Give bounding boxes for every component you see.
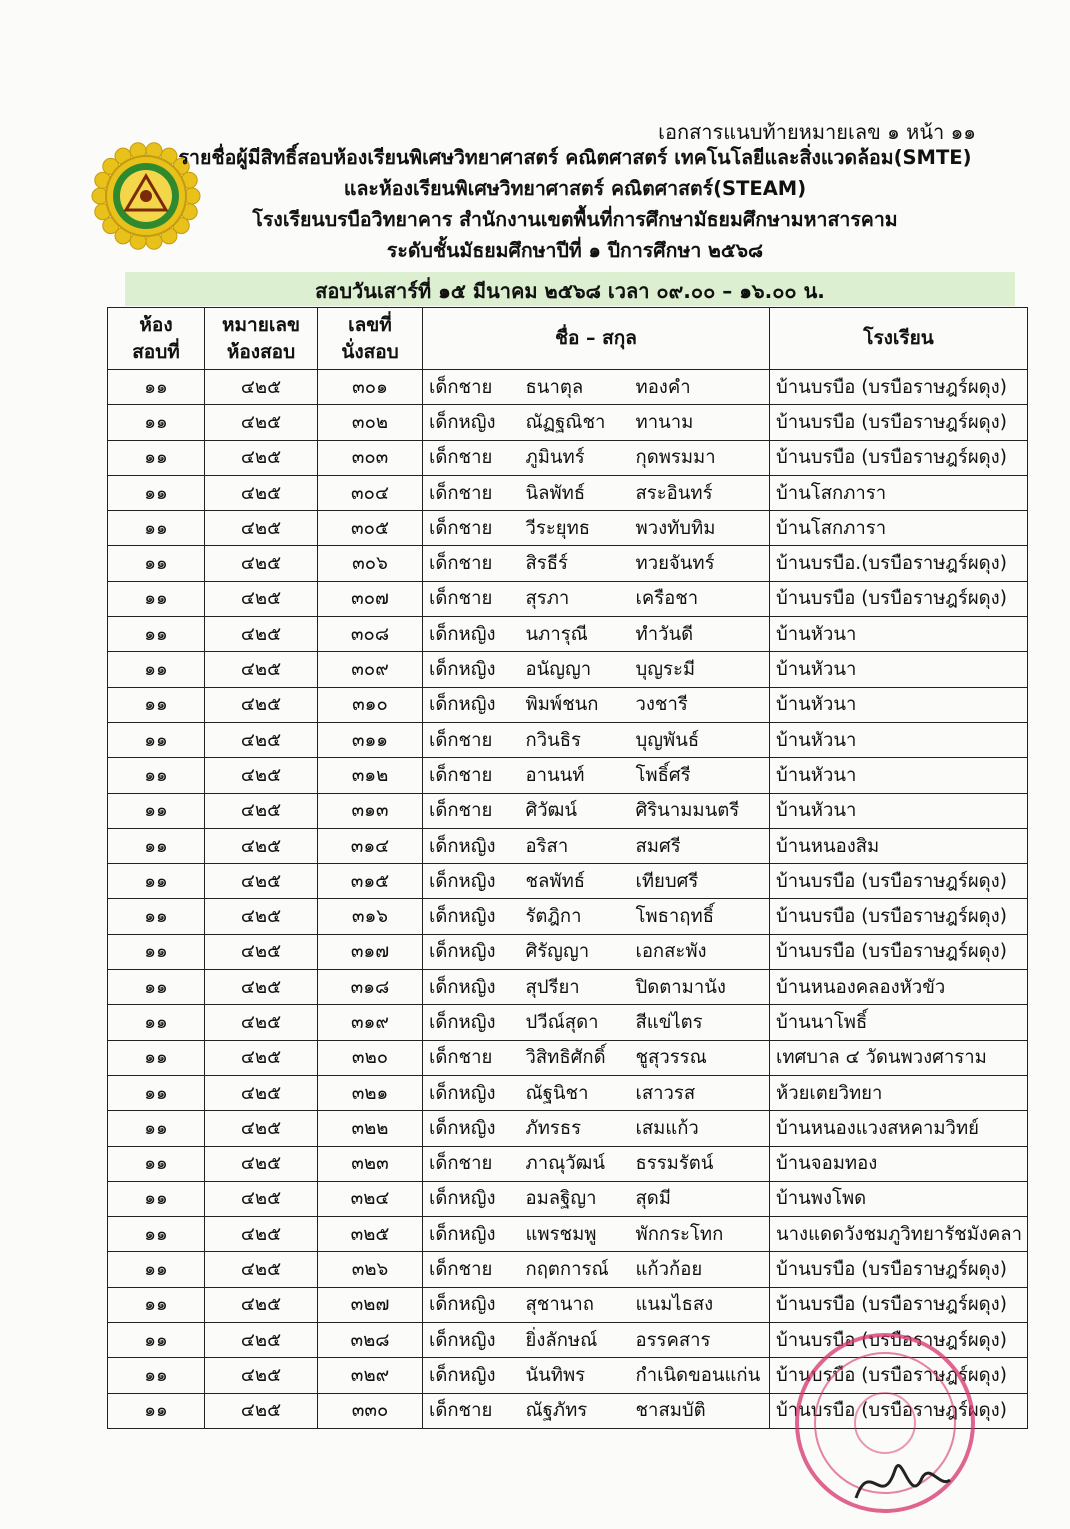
cell-room-no: ๑๑ (108, 1005, 205, 1040)
cell-school: บ้านพงโพด (770, 1181, 1028, 1216)
cell-room-no: ๑๑ (108, 1146, 205, 1181)
cell-first-name: อานนท์ (520, 758, 630, 793)
cell-name-prefix: เด็กชาย (423, 758, 520, 793)
cell-room-code: ๔๒๕ (205, 722, 318, 757)
cell-last-name: โพธิ์ศรี (630, 758, 770, 793)
cell-room-code: ๔๒๕ (205, 1217, 318, 1252)
cell-school: บ้านหัวนา (770, 758, 1028, 793)
cell-seat-no: ๓๑๓ (318, 793, 423, 828)
cell-last-name: ทานาม (630, 405, 770, 440)
cell-room-no: ๑๑ (108, 899, 205, 934)
cell-last-name: บุญระมี (630, 652, 770, 687)
cell-last-name: โพธาฤทธิ์ (630, 899, 770, 934)
cell-name-prefix: เด็กหญิง (423, 1217, 520, 1252)
cell-name-prefix: เด็กหญิง (423, 1287, 520, 1322)
cell-room-code: ๔๒๕ (205, 1287, 318, 1322)
cell-first-name: กฤตการณ์ (520, 1252, 630, 1287)
cell-seat-no: ๓๐๖ (318, 546, 423, 581)
cell-first-name: ภาณุวัฒน์ (520, 1146, 630, 1181)
cell-school: บ้านบรบือ (บรบือราษฎร์ผดุง) (770, 1393, 1028, 1428)
table-row (108, 1005, 1028, 1040)
cell-last-name: สระอินทร์ (630, 475, 770, 510)
cell-school: บ้านบรบือ (บรบือราษฎร์ผดุง) (770, 1323, 1028, 1358)
cell-room-code: ๔๒๕ (205, 1358, 318, 1393)
cell-name-prefix: เด็กหญิง (423, 1181, 520, 1216)
cell-school: บ้านหนองสิม (770, 828, 1028, 863)
table-row (108, 970, 1028, 1005)
cell-room-code: ๔๒๕ (205, 864, 318, 899)
cell-last-name: กุดพรมมา (630, 440, 770, 475)
cell-first-name: กวินธิร (520, 722, 630, 757)
cell-seat-no: ๓๒๘ (318, 1323, 423, 1358)
cell-first-name: อริสา (520, 828, 630, 863)
cell-first-name: อนัญญา (520, 652, 630, 687)
cell-room-code: ๔๒๕ (205, 581, 318, 616)
cell-name-prefix: เด็กหญิง (423, 970, 520, 1005)
cell-last-name: เครือชา (630, 581, 770, 616)
cell-name-prefix: เด็กหญิง (423, 934, 520, 969)
cell-first-name: รัตฎิกา (520, 899, 630, 934)
cell-room-no: ๑๑ (108, 1323, 205, 1358)
cell-last-name: ชาสมบัติ (630, 1393, 770, 1428)
cell-room-no: ๑๑ (108, 440, 205, 475)
cell-last-name: วงชารี (630, 687, 770, 722)
cell-seat-no: ๓๒๒ (318, 1111, 423, 1146)
cell-room-code: ๔๒๕ (205, 1111, 318, 1146)
cell-first-name: ยิ่งลักษณ์ (520, 1323, 630, 1358)
cell-room-no: ๑๑ (108, 581, 205, 616)
cell-school: บ้านหัวนา (770, 722, 1028, 757)
cell-room-no: ๑๑ (108, 1252, 205, 1287)
cell-room-code: ๔๒๕ (205, 1323, 318, 1358)
cell-seat-no: ๓๐๒ (318, 405, 423, 440)
cell-room-no: ๑๑ (108, 405, 205, 440)
cell-room-code: ๔๒๕ (205, 1040, 318, 1075)
cell-first-name: อมลฐิญา (520, 1181, 630, 1216)
cell-seat-no: ๓๑๔ (318, 828, 423, 863)
cell-room-no: ๑๑ (108, 1393, 205, 1428)
cell-seat-no: ๓๒๐ (318, 1040, 423, 1075)
cell-name-prefix: เด็กหญิง (423, 1005, 520, 1040)
cell-first-name: สุปรียา (520, 970, 630, 1005)
cell-last-name: แก้วก้อย (630, 1252, 770, 1287)
cell-name-prefix: เด็กหญิง (423, 899, 520, 934)
title-line: ระดับชั้นมัธยมศึกษาปีที่ ๑ ปีการศึกษา ๒๕๖๘ (386, 239, 764, 262)
cell-school: บ้านบรบือ (บรบือราษฎร์ผดุง) (770, 864, 1028, 899)
cell-room-no: ๑๑ (108, 1040, 205, 1075)
cell-room-code: ๔๒๕ (205, 440, 318, 475)
cell-school: บ้านหัวนา (770, 652, 1028, 687)
cell-last-name: ทวยจันทร์ (630, 546, 770, 581)
cell-last-name: กำเนิดขอนแก่น (630, 1358, 770, 1393)
cell-room-code: ๔๒๕ (205, 1252, 318, 1287)
cell-room-code: ๔๒๕ (205, 617, 318, 652)
cell-seat-no: ๓๒๕ (318, 1217, 423, 1252)
cell-room-no: ๑๑ (108, 793, 205, 828)
cell-seat-no: ๓๒๖ (318, 1252, 423, 1287)
cell-room-no: ๑๑ (108, 722, 205, 757)
cell-seat-no: ๓๒๑ (318, 1075, 423, 1110)
cell-name-prefix: เด็กชาย (423, 1252, 520, 1287)
cell-name-prefix: เด็กชาย (423, 1040, 520, 1075)
cell-room-code: ๔๒๕ (205, 546, 318, 581)
cell-last-name: บุญพันธ์ (630, 722, 770, 757)
cell-first-name: ณัฐภัทร (520, 1393, 630, 1428)
cell-room-code: ๔๒๕ (205, 1393, 318, 1428)
cell-room-no: ๑๑ (108, 617, 205, 652)
table-row (108, 687, 1028, 722)
cell-seat-no: ๓๑๑ (318, 722, 423, 757)
cell-room-code: ๔๒๕ (205, 970, 318, 1005)
cell-room-no: ๑๑ (108, 475, 205, 510)
cell-first-name: วีระยุทธ (520, 511, 630, 546)
cell-school: บ้านบรบือ (บรบือราษฎร์ผดุง) (770, 1252, 1028, 1287)
cell-school: บ้านบรบือ (บรบือราษฎร์ผดุง) (770, 1358, 1028, 1393)
table-row (108, 1358, 1028, 1393)
cell-name-prefix: เด็กหญิง (423, 1075, 520, 1110)
cell-room-code: ๔๒๕ (205, 1146, 318, 1181)
cell-last-name: ปิดตามานัง (630, 970, 770, 1005)
cell-first-name: ศิวัฒน์ (520, 793, 630, 828)
table-row (108, 1146, 1028, 1181)
cell-room-no: ๑๑ (108, 370, 205, 405)
cell-last-name: ทำวันดี (630, 617, 770, 652)
cell-first-name: สุชานาถ (520, 1287, 630, 1322)
cell-seat-no: ๓๑๙ (318, 1005, 423, 1040)
cell-room-no: ๑๑ (108, 546, 205, 581)
table-row (108, 652, 1028, 687)
cell-last-name: ธรรมรัตน์ (630, 1146, 770, 1181)
cell-last-name: ชูสุวรรณ (630, 1040, 770, 1075)
cell-seat-no: ๓๑๕ (318, 864, 423, 899)
table-row (108, 1040, 1028, 1075)
cell-seat-no: ๓๒๓ (318, 1146, 423, 1181)
cell-seat-no: ๓๑๐ (318, 687, 423, 722)
table-row (108, 828, 1028, 863)
cell-first-name: ปวีณ์สุดา (520, 1005, 630, 1040)
cell-name-prefix: เด็กชาย (423, 793, 520, 828)
cell-room-code: ๔๒๕ (205, 652, 318, 687)
cell-seat-no: ๓๓๐ (318, 1393, 423, 1428)
table-row (108, 1323, 1028, 1358)
cell-last-name: อรรคสาร (630, 1323, 770, 1358)
cell-last-name: เสาวรส (630, 1075, 770, 1110)
cell-room-code: ๔๒๕ (205, 1075, 318, 1110)
cell-school: บ้านบรบือ (บรบือราษฎร์ผดุง) (770, 934, 1028, 969)
candidate-table (107, 307, 1028, 1429)
cell-last-name: แนมไธสง (630, 1287, 770, 1322)
cell-room-code: ๔๒๕ (205, 1005, 318, 1040)
cell-name-prefix: เด็กหญิง (423, 652, 520, 687)
cell-name-prefix: เด็กชาย (423, 1393, 520, 1428)
cell-name-prefix: เด็กหญิง (423, 617, 520, 652)
cell-first-name: แพรชมพู (520, 1217, 630, 1252)
table-row (108, 370, 1028, 405)
cell-school: บ้านจอมทอง (770, 1146, 1028, 1181)
header-full-name: ชื่อ – สกุล (423, 308, 770, 370)
cell-first-name: ณัฐนิชา (520, 1075, 630, 1110)
cell-room-code: ๔๒๕ (205, 370, 318, 405)
cell-name-prefix: เด็กชาย (423, 546, 520, 581)
cell-name-prefix: เด็กหญิง (423, 1111, 520, 1146)
cell-school: เทศบาล ๔ วัดนพวงศาราม (770, 1040, 1028, 1075)
table-row (108, 1393, 1028, 1428)
cell-seat-no: ๓๐๘ (318, 617, 423, 652)
cell-first-name: ชลพัทธ์ (520, 864, 630, 899)
cell-school: บ้านบรบือ (บรบือราษฎร์ผดุง) (770, 1287, 1028, 1322)
cell-room-no: ๑๑ (108, 511, 205, 546)
cell-last-name: สุดมี (630, 1181, 770, 1216)
cell-last-name: พวงทับทิม (630, 511, 770, 546)
cell-first-name: สิรธีร์ (520, 546, 630, 581)
cell-name-prefix: เด็กชาย (423, 511, 520, 546)
cell-first-name: ธนาตุล (520, 370, 630, 405)
cell-seat-no: ๓๒๗ (318, 1287, 423, 1322)
cell-name-prefix: เด็กหญิง (423, 687, 520, 722)
cell-seat-no: ๓๐๕ (318, 511, 423, 546)
cell-seat-no: ๓๐๗ (318, 581, 423, 616)
table-row (108, 934, 1028, 969)
cell-school: ห้วยเตยวิทยา (770, 1075, 1028, 1110)
header-school: โรงเรียน (770, 308, 1028, 370)
cell-school: บ้านบรบือ (บรบือราษฎร์ผดุง) (770, 440, 1028, 475)
table-row (108, 440, 1028, 475)
cell-school: บ้านบรบือ (บรบือราษฎร์ผดุง) (770, 370, 1028, 405)
cell-first-name: วิสิทธิศักดิ์ (520, 1040, 630, 1075)
cell-seat-no: ๓๑๒ (318, 758, 423, 793)
cell-school: บ้านโสกภารา (770, 475, 1028, 510)
cell-first-name: ภัทรธร (520, 1111, 630, 1146)
table-row (108, 1111, 1028, 1146)
cell-seat-no: ๓๐๔ (318, 475, 423, 510)
cell-room-code: ๔๒๕ (205, 511, 318, 546)
table-header-row (108, 308, 1028, 370)
cell-name-prefix: เด็กชาย (423, 722, 520, 757)
cell-first-name: นันทิพร (520, 1358, 630, 1393)
cell-first-name: นภารุณี (520, 617, 630, 652)
cell-name-prefix: เด็กหญิง (423, 864, 520, 899)
cell-room-no: ๑๑ (108, 934, 205, 969)
cell-room-code: ๔๒๕ (205, 758, 318, 793)
cell-seat-no: ๓๐๙ (318, 652, 423, 687)
cell-seat-no: ๓๑๗ (318, 934, 423, 969)
document-title (140, 142, 1010, 266)
exam-date-banner: สอบวันเสาร์ที่ ๑๕ มีนาคม ๒๕๖๘ เวลา ๐๙.๐๐ – ๑๖.๐๐ น. (125, 272, 1015, 306)
cell-room-no: ๑๑ (108, 758, 205, 793)
cell-room-no: ๑๑ (108, 1075, 205, 1110)
cell-room-code: ๔๒๕ (205, 934, 318, 969)
table-row (108, 1075, 1028, 1110)
table-row (108, 475, 1028, 510)
cell-school: บ้านโสกภารา (770, 511, 1028, 546)
table-row (108, 722, 1028, 757)
table-row (108, 1252, 1028, 1287)
header-seat-no: เลขที่ นั่งสอบ (318, 308, 423, 370)
cell-name-prefix: เด็กชาย (423, 1146, 520, 1181)
cell-room-code: ๔๒๕ (205, 793, 318, 828)
table-row (108, 1217, 1028, 1252)
table-row (108, 581, 1028, 616)
cell-last-name: เสมแก้ว (630, 1111, 770, 1146)
cell-room-code: ๔๒๕ (205, 1181, 318, 1216)
cell-school: บ้านบรบือ.(บรบือราษฎร์ผดุง) (770, 546, 1028, 581)
cell-room-code: ๔๒๕ (205, 475, 318, 510)
cell-seat-no: ๓๐๓ (318, 440, 423, 475)
header-room-code: หมายเลข ห้องสอบ (205, 308, 318, 370)
cell-first-name: ณัฏฐณิชา (520, 405, 630, 440)
table-row (108, 1181, 1028, 1216)
table-row (108, 758, 1028, 793)
cell-school: บ้านหัวนา (770, 617, 1028, 652)
cell-name-prefix: เด็กหญิง (423, 405, 520, 440)
table-row (108, 1287, 1028, 1322)
table-row (108, 793, 1028, 828)
cell-seat-no: ๓๐๑ (318, 370, 423, 405)
cell-last-name: ทองคำ (630, 370, 770, 405)
cell-last-name: สมศรี (630, 828, 770, 863)
cell-first-name: ศิรัญญา (520, 934, 630, 969)
cell-name-prefix: เด็กชาย (423, 475, 520, 510)
cell-school: บ้านนาโพธิ์ (770, 1005, 1028, 1040)
title-line: และห้องเรียนพิเศษวิทยาศาสตร์ คณิตศาสตร์(STEAM) (343, 177, 807, 200)
cell-name-prefix: เด็กชาย (423, 440, 520, 475)
cell-first-name: พิมพ์ชนก (520, 687, 630, 722)
cell-school: บ้านหัวนา (770, 687, 1028, 722)
cell-room-no: ๑๑ (108, 1287, 205, 1322)
table-row (108, 511, 1028, 546)
table-row (108, 899, 1028, 934)
cell-last-name: สีแข่ไตร (630, 1005, 770, 1040)
table-row (108, 405, 1028, 440)
cell-school: นางแดดวังชมภูวิทยารัชมังคลา (770, 1217, 1028, 1252)
cell-last-name: เอกสะพัง (630, 934, 770, 969)
cell-name-prefix: เด็กหญิง (423, 828, 520, 863)
cell-school: บ้านหนองแวงสหคามวิทย์ (770, 1111, 1028, 1146)
title-line: รายชื่อผู้มีสิทธิ์สอบห้องเรียนพิเศษวิทยาศาสตร์ คณิตศาสตร์ เทคโนโลยีและสิ่งแวดล้อม(SMTE) (178, 146, 972, 169)
cell-room-no: ๑๑ (108, 652, 205, 687)
cell-room-code: ๔๒๕ (205, 899, 318, 934)
cell-first-name: นิลพัทธ์ (520, 475, 630, 510)
cell-school: บ้านบรบือ (บรบือราษฎร์ผดุง) (770, 581, 1028, 616)
table-row (108, 617, 1028, 652)
cell-school: บ้านหัวนา (770, 793, 1028, 828)
table-row (108, 546, 1028, 581)
cell-school: บ้านบรบือ (บรบือราษฎร์ผดุง) (770, 899, 1028, 934)
title-line: โรงเรียนบรบือวิทยาคาร สำนักงานเขตพื้นที่การศึกษามัธยมศึกษามหาสารคาม (252, 208, 898, 231)
cell-room-code: ๔๒๕ (205, 405, 318, 440)
cell-room-code: ๔๒๕ (205, 828, 318, 863)
document-reference: เอกสารแนบท้ายหมายเลข ๑ หน้า ๑๑ (658, 120, 976, 144)
cell-seat-no: ๓๑๖ (318, 899, 423, 934)
cell-last-name: ศิรินามมนตรี (630, 793, 770, 828)
cell-first-name: ภูมินทร์ (520, 440, 630, 475)
cell-seat-no: ๓๒๙ (318, 1358, 423, 1393)
header-room-no: ห้อง สอบที่ (108, 308, 205, 370)
cell-room-code: ๔๒๕ (205, 687, 318, 722)
cell-room-no: ๑๑ (108, 1111, 205, 1146)
cell-last-name: พักกระโทก (630, 1217, 770, 1252)
cell-school: บ้านบรบือ (บรบือราษฎร์ผดุง) (770, 405, 1028, 440)
table-row (108, 864, 1028, 899)
cell-room-no: ๑๑ (108, 970, 205, 1005)
cell-room-no: ๑๑ (108, 828, 205, 863)
cell-name-prefix: เด็กหญิง (423, 1358, 520, 1393)
cell-room-no: ๑๑ (108, 1217, 205, 1252)
cell-room-no: ๑๑ (108, 1358, 205, 1393)
cell-name-prefix: เด็กชาย (423, 581, 520, 616)
cell-seat-no: ๓๑๘ (318, 970, 423, 1005)
cell-last-name: เทียบศรี (630, 864, 770, 899)
cell-seat-no: ๓๒๔ (318, 1181, 423, 1216)
cell-room-no: ๑๑ (108, 687, 205, 722)
cell-first-name: สุรภา (520, 581, 630, 616)
cell-room-no: ๑๑ (108, 1181, 205, 1216)
cell-school: บ้านหนองคลองหัวขัว (770, 970, 1028, 1005)
cell-name-prefix: เด็กชาย (423, 370, 520, 405)
cell-name-prefix: เด็กหญิง (423, 1323, 520, 1358)
cell-room-no: ๑๑ (108, 864, 205, 899)
